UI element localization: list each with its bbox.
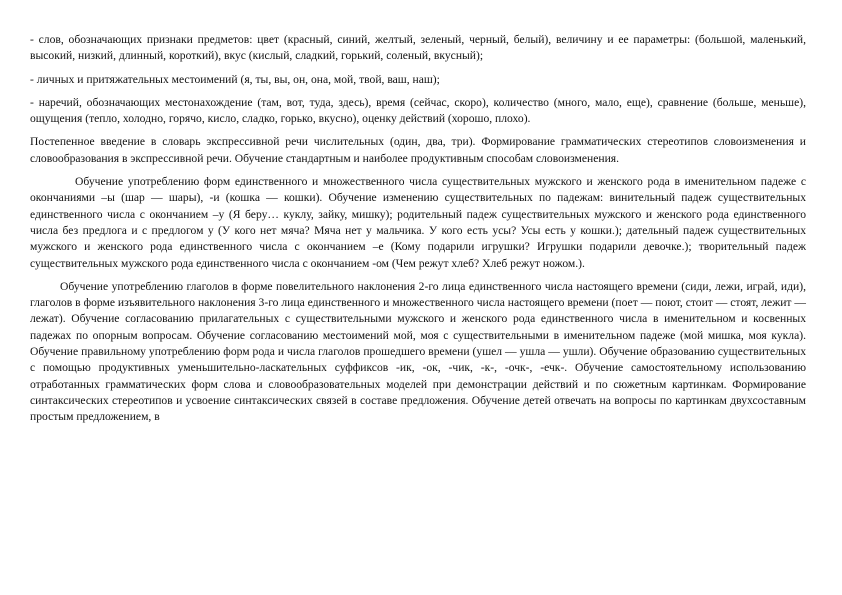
- paragraph-verb-forms: Обучение употреблению глаголов в форме повелительного наклонения 2-го лица единственного числа настоящего времени (сиди, лежи, играй, иди), глаголов в форме изъявительного наклонения 3-го лица единственного и множественного числа настоящего времени (поет — поют, стоит — стоят, лежит — лежат). Обучение согласованию прилагательных с существительными мужского и женского рода единственного числа в именительном и косвенных падежах по опорным вопросам. Обучение согласованию местоимений мой, моя с существительными в именительном падеже (мой мишка, моя кукла). Обучение правильному употреблению форм рода и числа глаголов прошедшего времени (ушел — ушла — ушли). Обучение образованию существительных с помощью продуктивных уменьшительно-ласкательных суффиксов -ик, -ок, -чик, -к-, -очк-, -ечк-. Обучение самостоятельному использованию отработанных грамматических форм слова и словообразовательных моделей при демонстрации действий и по сюжетным картинкам. Формирование синтаксических стереотипов и усвоение синтаксических связей в составе предложения. Обучение детей отвечать на вопросы по картинкам двухсоставным простым предложением, в: [30, 279, 806, 424]
- paragraph-adjectives: - слов, обозначающих признаки предметов: цвет (красный, синий, желтый, зеленый, черный, белый), величину и ее параметры: (большой, маленький, высокий, низкий, длинный, короткий), вкус (кислый, сладкий, горький, соленый, вкусный);: [30, 33, 806, 63]
- paragraph-numerals: Постепенное введение в словарь экспрессивной речи числительных (один, два, три). Формирование грамматических стереотипов словоизменения и словообразования в экспрессивной речи. Обучение стандартным и наиболее продуктивным способам словоизменения.: [30, 135, 806, 165]
- paragraph-adverbs: - наречий, обозначающих местонахождение (там, вот, туда, здесь), время (сейчас, скоро), количество (много, мало, еще), сравнение (больше, меньше), ощущения (тепло, холодно, горячо, кисло, сладко, горько, вкусно), оценку действий (хорошо, плохо).: [30, 95, 806, 126]
- paragraph-pronouns: - личных и притяжательных местоимений (я, ты, вы, он, она, мой, твой, ваш, наш);: [30, 72, 440, 86]
- paragraph-noun-cases: Обучение употреблению форм единственного и множественного числа существительных мужского и женского рода в именительном падеже с окончаниями –ы (шар — шары), -и (кошка — кошки). Обучение изменению существительных по падежам: винительный падеж существительных единственного числа с окончанием –у (Я беру… куклу, зайку, мишку); родительный падеж существительных мужского и женского рода единственного числа без предлога и с предлогом у (У кого нет мяча? Мяча нет у мальчика. У кого есть усы? Усы есть у кошки.); дательный падеж существительных мужского и женского рода единственного числа с окончанием –е (Кому подарили игрушки? Игрушки подарили девочке.); творительный падеж существительных мужского рода единственного числа с окончанием -ом (Чем режут хлеб? Хлеб режут ножом.).: [30, 175, 806, 270]
- document-page: [30, 32, 806, 433]
